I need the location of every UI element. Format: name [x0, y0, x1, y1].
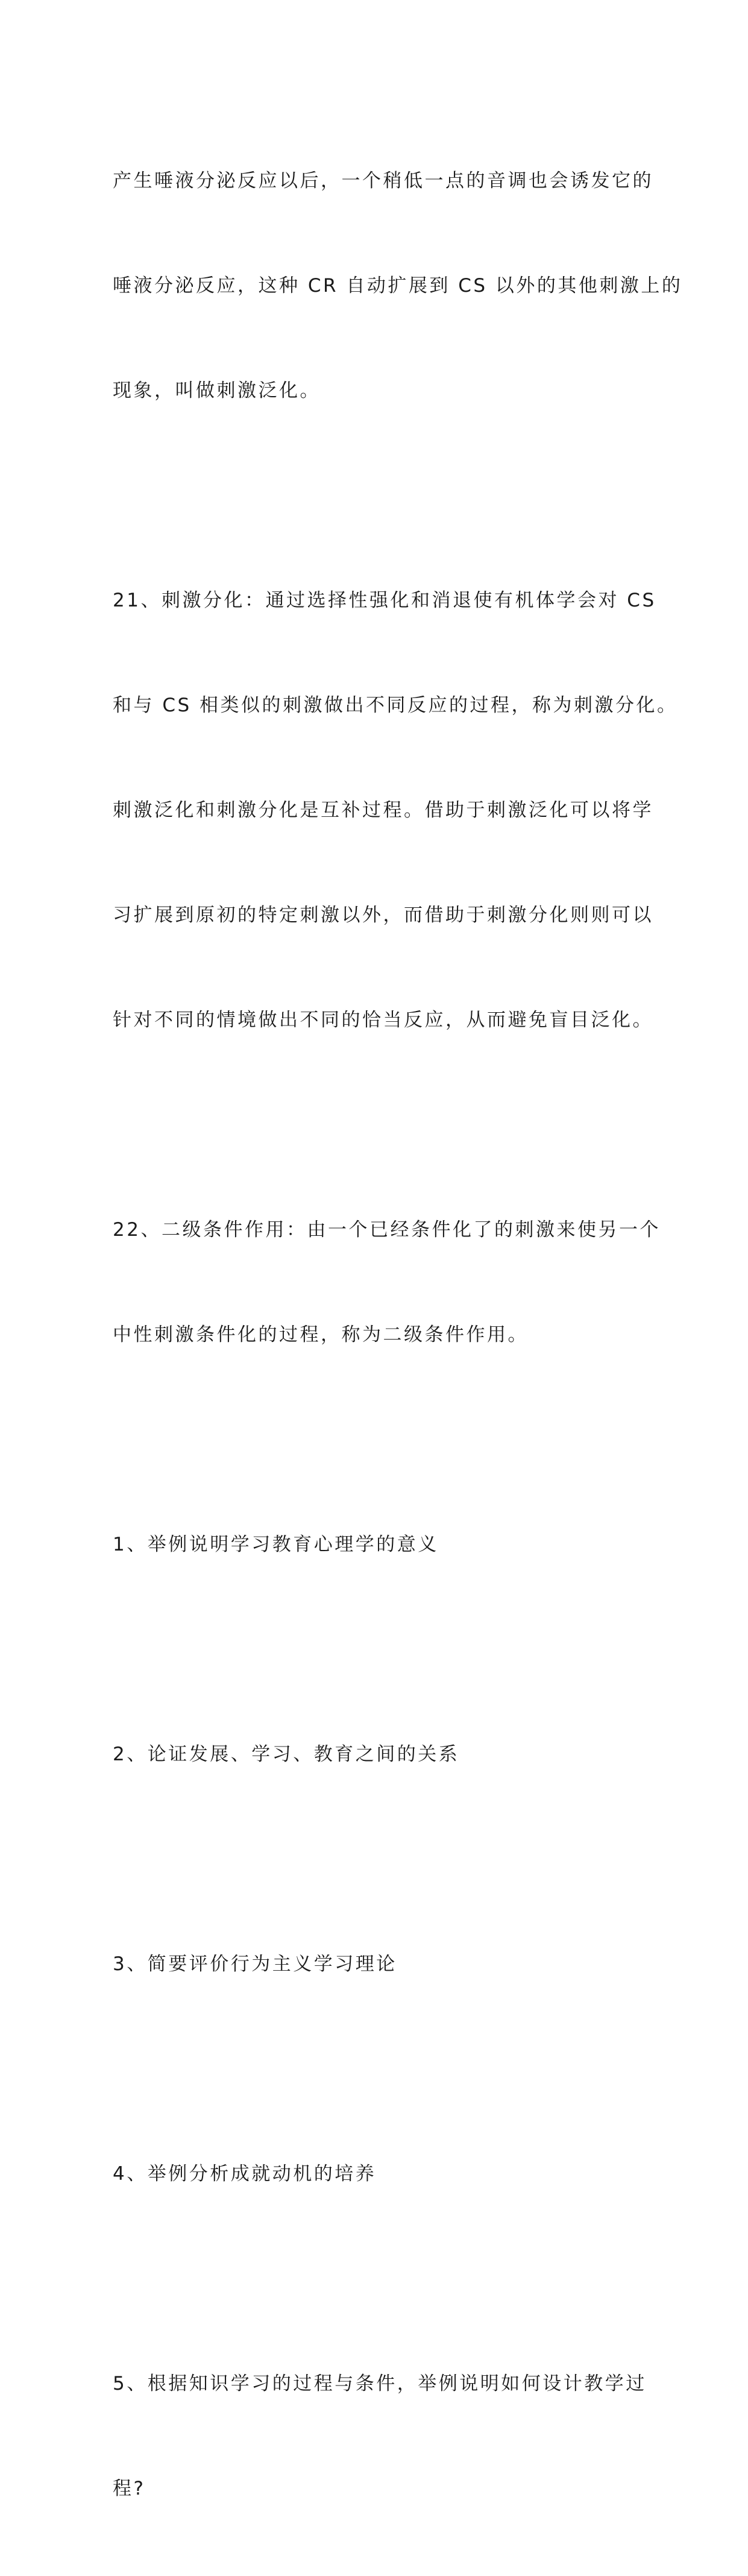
text-line: 中性刺激条件化的过程，称为二级条件作用。 [113, 1324, 529, 1346]
text-line: 1、举例说明学习教育心理学的意义 [113, 1534, 439, 1555]
text-line: 5、根据知识学习的过程与条件，举例说明如何设计教学过 [113, 2373, 647, 2395]
text-line: 22、二级条件作用：由一个已经条件化了的刺激来使另一个 [113, 1219, 661, 1241]
question-item-2 [113, 1667, 655, 1842]
question-item-4 [113, 2086, 655, 2261]
text-line: 程? [113, 2478, 146, 2499]
text-line: 21、刺激分化：通过选择性强化和消退使有机体学会对 CS [113, 590, 656, 611]
text-line: 产生唾液分泌反应以后，一个稍低一点的音调也会诱发它的 [113, 170, 653, 192]
document-body [113, 93, 683, 2576]
text-line: 习扩展到原初的特定刺激以外，而借助于刺激分化则则可以 [113, 904, 653, 926]
question-item-1 [113, 1457, 655, 1632]
paragraph-second-order-conditioning [113, 1142, 661, 1422]
paragraph-stimulus-generalization [113, 93, 683, 478]
paragraph-stimulus-discrimination [113, 513, 678, 1107]
question-item-3 [113, 1877, 655, 2052]
text-line: 3、简要评价行为主义学习理论 [113, 1953, 397, 1975]
question-item-5 [113, 2296, 655, 2576]
text-line: 针对不同的情境做出不同的恰当反应，从而避免盲目泛化。 [113, 1009, 653, 1031]
text-line: 4、举例分析成就动机的培养 [113, 2163, 377, 2185]
text-line: 唾液分泌反应，这种 CR 自动扩展到 CS 以外的其他刺激上的 [113, 275, 683, 297]
text-line: 现象，叫做刺激泛化。 [113, 380, 321, 402]
text-line: 和与 CS 相类似的刺激做出不同反应的过程，称为刺激分化。 [113, 694, 678, 716]
text-line: 刺激泛化和刺激分化是互补过程。借助于刺激泛化可以将学 [113, 799, 653, 821]
text-line: 2、论证发展、学习、教育之间的关系 [113, 1743, 460, 1765]
